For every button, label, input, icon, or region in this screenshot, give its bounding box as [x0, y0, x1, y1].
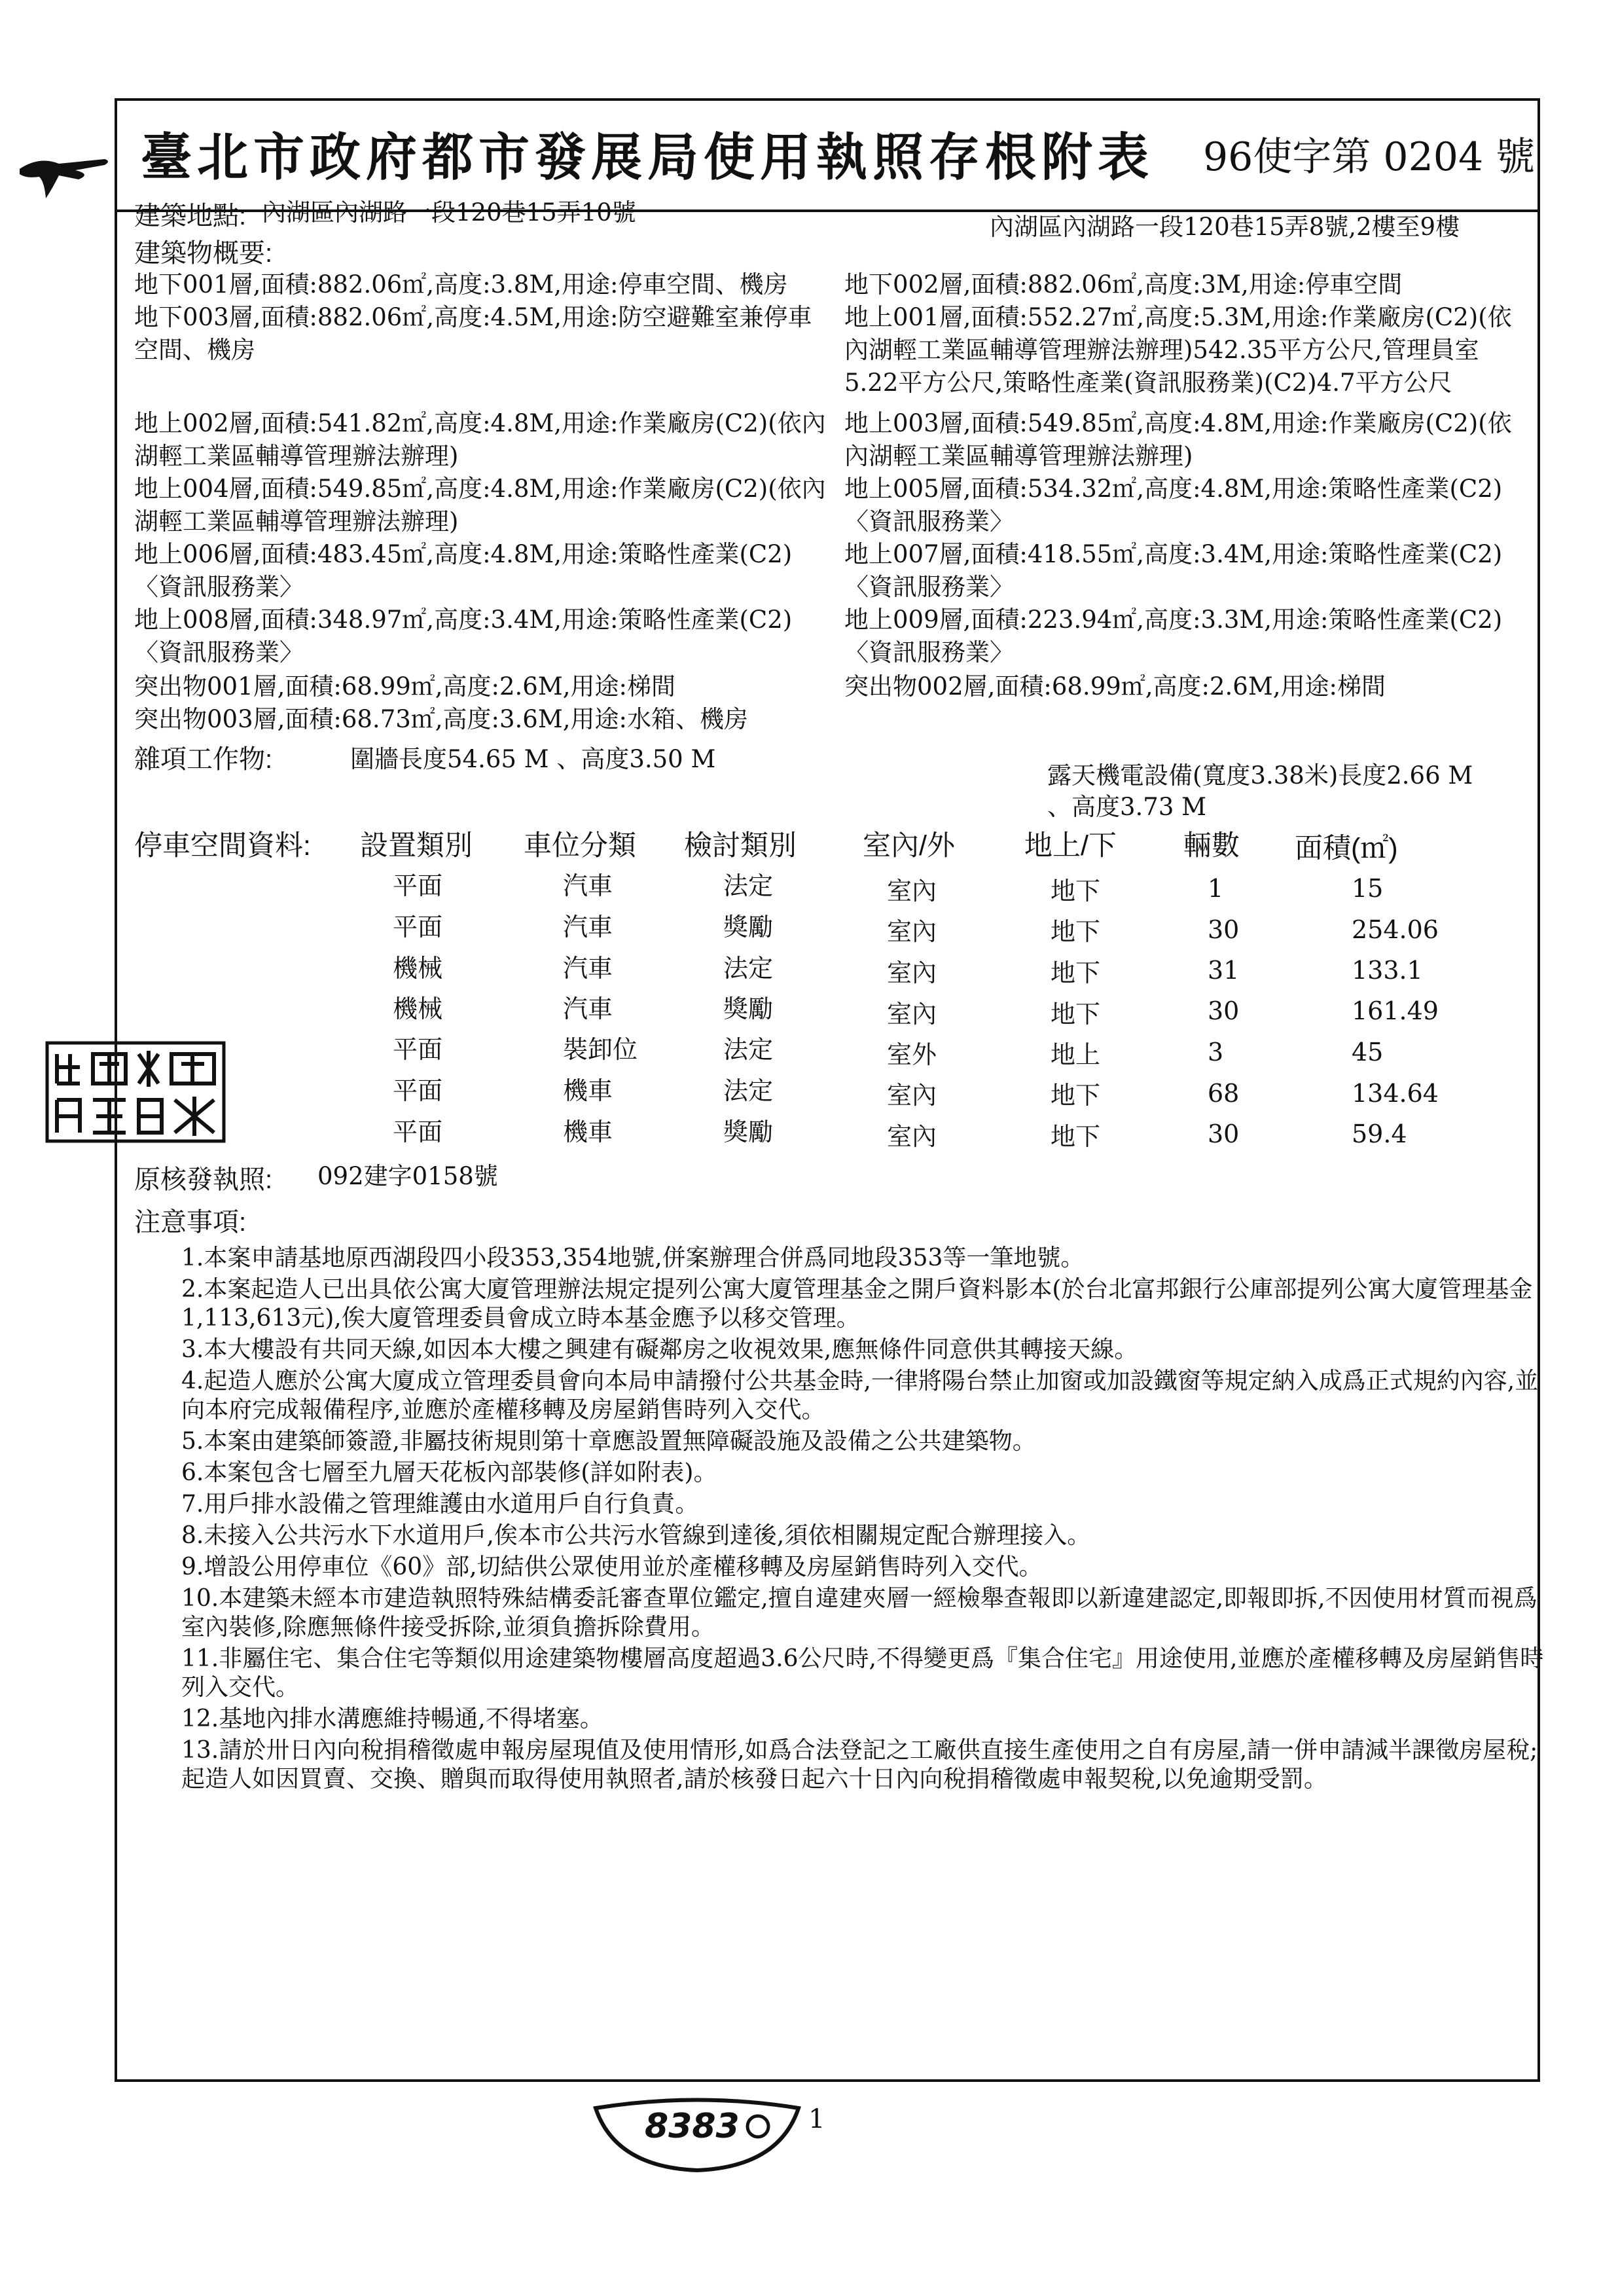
note-item-8: 8.未接入公共污水下水道用戶,俟本市公共污水管線到達後,須依相關規定配合辦理接入。 — [181, 1522, 1091, 1549]
address-main: 內湖區內湖路一段120巷15弄10號 — [262, 198, 636, 227]
floor-r2: 突出物002層,面積:68.99㎡,高度:2.6M,用途:梯間 — [844, 672, 1386, 701]
cell-level: 地下 — [1051, 917, 1101, 946]
footer-seal — [583, 2095, 812, 2174]
cell-indoor: 室內 — [887, 877, 937, 905]
note-item-4: 4.起造人應於公寓大廈成立管理委員會向本局申請撥付公共基金時,一律將陽台禁止加窗或加設鐵窗等規定納入成爲正式規約內容,並向本府完成報備程序,並應於產權移轉及房屋銷售時列入交代。 — [181, 1368, 1539, 1423]
cell-class: 機車 — [563, 1118, 613, 1146]
cell-indoor: 室外 — [887, 1040, 937, 1069]
cell-type: 平面 — [393, 913, 443, 941]
cell-count: 30 — [1208, 915, 1240, 944]
cell-class: 汽車 — [563, 954, 613, 983]
floor-4f: 地上004層,面積:549.85㎡,高度:4.8M,用途:作業廠房(C2)(依內湖輕工業區輔導管理辦法辦理) — [134, 475, 826, 536]
cell-level: 地下 — [1051, 1081, 1101, 1110]
note-item-6: 6.本案包含七層至九層天花板內部裝修(詳如附表)。 — [181, 1459, 717, 1486]
original-permit-label: 原核發執照: — [134, 1165, 273, 1194]
official-stamp-icon — [41, 1038, 230, 1146]
cell-area: 161.49 — [1352, 996, 1439, 1025]
address-label: 建築地點: — [134, 202, 247, 230]
cell-count: 31 — [1208, 956, 1240, 985]
cell-count: 30 — [1208, 996, 1240, 1025]
cell-indoor: 室內 — [887, 1000, 937, 1029]
note-item-11: 11.非屬住宅、集合住宅等類似用途建築物樓層高度超過3.6公尺時,不得變更爲『集合住宅』用途使用,並應於產權移轉及房屋銷售時列入交代。 — [181, 1645, 1544, 1701]
cell-indoor: 室內 — [887, 1081, 937, 1110]
misc-item-equipment-2: 、高度3.73 M — [1047, 793, 1207, 821]
cell-indoor: 室內 — [887, 917, 937, 946]
cell-area: 45 — [1352, 1038, 1384, 1066]
cell-level: 地上 — [1051, 1040, 1101, 1069]
cell-count: 1 — [1208, 874, 1224, 903]
cell-area: 134.64 — [1352, 1079, 1439, 1108]
cell-class: 裝卸位 — [563, 1035, 638, 1064]
cell-count: 68 — [1208, 1079, 1240, 1108]
floor-3f: 地上003層,面積:549.85㎡,高度:4.8M,用途:作業廠房(C2)(依內湖輕工業區輔導管理辦法辦理) — [844, 409, 1512, 470]
floor-r3: 突出物003層,面積:68.73㎡,高度:3.6M,用途:水箱、機房 — [134, 705, 748, 733]
cell-type: 平面 — [393, 1118, 443, 1146]
cell-type: 平面 — [393, 1035, 443, 1064]
bird-mark-icon — [13, 143, 118, 202]
cell-area: 15 — [1352, 874, 1384, 903]
parking-header-type: 設置類別 — [360, 830, 473, 862]
cell-area: 59.4 — [1352, 1120, 1407, 1148]
floor-8f: 地上008層,面積:348.97㎡,高度:3.4M,用途:策略性產業(C2)〈資訊服務業〉 — [134, 606, 793, 666]
floor-b3: 地下003層,面積:882.06㎡,高度:4.5M,用途:防空避難室兼停車空間、機房 — [134, 303, 812, 364]
cell-review: 獎勵 — [723, 1118, 774, 1146]
cell-level: 地下 — [1051, 1000, 1101, 1029]
cell-level: 地下 — [1051, 958, 1101, 987]
floor-5f: 地上005層,面積:534.32㎡,高度:4.8M,用途:策略性產業(C2)〈資訊服務業〉 — [844, 475, 1503, 536]
cell-review: 法定 — [723, 954, 774, 983]
parking-label: 停車空間資料: — [134, 830, 311, 862]
note-item-12: 12.基地內排水溝應維持暢通,不得堵塞。 — [181, 1705, 603, 1732]
floor-r1: 突出物001層,面積:68.99㎡,高度:2.6M,用途:梯間 — [134, 672, 675, 701]
parking-header-review: 檢討類別 — [684, 830, 797, 862]
cell-review: 法定 — [723, 1076, 774, 1105]
parking-header-indoor: 室內/外 — [863, 830, 955, 862]
parking-header-area: 面積(㎡) — [1295, 833, 1398, 864]
floor-b2: 地下002層,面積:882.06㎡,高度:3M,用途:停車空間 — [844, 270, 1403, 299]
notes-label: 注意事項: — [134, 1208, 247, 1237]
cell-type: 機械 — [393, 994, 443, 1023]
note-item-13: 13.請於卅日內向稅捐稽徵處申報房屋現值及使用情形,如爲合法登記之工廠供直接生產使用之自有房屋,請一併申請減半課徵房屋稅;起造人如因買賣、交換、贈與而取得使用執照者,請於核發日起六十日內向稅捐稽徵處申報契稅,以免逾期受罰。 — [181, 1737, 1538, 1793]
cell-area: 133.1 — [1352, 956, 1423, 985]
notes-list — [147, 1244, 1548, 1796]
cell-type: 平面 — [393, 871, 443, 900]
cell-review: 法定 — [723, 871, 774, 900]
floor-6f: 地上006層,面積:483.45㎡,高度:4.8M,用途:策略性產業(C2)〈資訊服務業〉 — [134, 540, 793, 601]
permit-number: 96使字第 0204 號 — [1203, 134, 1536, 180]
cell-review: 獎勵 — [723, 913, 774, 941]
floor-2f: 地上002層,面積:541.82㎡,高度:4.8M,用途:作業廠房(C2)(依內湖輕工業區輔導管理辦法辦理) — [134, 409, 826, 470]
note-item-1: 1.本案申請基地原西湖段四小段353,354地號,併案辦理合併爲同地段353等一筆地號。 — [181, 1245, 1085, 1271]
original-permit-value: 092建字0158號 — [317, 1162, 498, 1190]
overview-label: 建築物概要: — [134, 239, 273, 268]
floor-9f: 地上009層,面積:223.94㎡,高度:3.3M,用途:策略性產業(C2)〈資訊服務業〉 — [844, 606, 1503, 666]
misc-item-wall: 圍牆長度54.65 M 、高度3.50 M — [350, 745, 716, 773]
parking-header-count: 輛數 — [1183, 830, 1240, 862]
floor-1f: 地上001層,面積:552.27㎡,高度:5.3M,用途:作業廠房(C2)(依內湖輕工業區輔導管理辦法辦理)542.35平方公尺,管理員室5.22平方公尺,策略性產業(資訊服務業)(C2)4.7平方公尺 — [844, 303, 1512, 397]
misc-label: 雜項工作物: — [134, 745, 273, 774]
note-item-10: 10.本建築未經本市建造執照特殊結構委託審查單位鑑定,擅自違建夾層一經檢舉查報即以新違建認定,即報即拆,不因使用材質而視爲室內裝修,除應無條件接受拆除,並須負擔拆除費用。 — [181, 1585, 1537, 1641]
misc-item-equipment-1: 露天機電設備(寬度3.38米)長度2.66 M — [1047, 761, 1473, 790]
note-item-5: 5.本案由建築師簽證,非屬技術規則第十章應設置無障礙設施及設備之公共建築物。 — [181, 1428, 1036, 1455]
cell-indoor: 室內 — [887, 958, 937, 987]
cell-indoor: 室內 — [887, 1122, 937, 1151]
note-item-2: 2.本案起造人已出具依公寓大廈管理辦法規定提列公寓大廈管理基金之開戶資料影本(於台北富邦銀行公庫部提列公寓大廈管理基金1,113,613元),俟大廈管理委員會成立時本基金應予以移交管理。 — [181, 1276, 1533, 1332]
note-item-9: 9.增設公用停車位《60》部,切結供公眾使用並於產權移轉及房屋銷售時列入交代。 — [181, 1554, 1043, 1580]
cell-review: 獎勵 — [723, 994, 774, 1023]
document-title: 臺北市政府都市發展局使用執照存根附表 — [141, 128, 1155, 187]
cell-count: 30 — [1208, 1120, 1240, 1148]
parking-header-level: 地上/下 — [1024, 830, 1117, 862]
cell-class: 機車 — [563, 1076, 613, 1105]
cell-class: 汽車 — [563, 994, 613, 1023]
address-other: 內湖區內湖路一段120巷15弄8號,2樓至9樓 — [990, 213, 1460, 241]
floor-b1: 地下001層,面積:882.06㎡,高度:3.8M,用途:停車空間、機房 — [134, 270, 788, 299]
cell-class: 汽車 — [563, 871, 613, 900]
cell-level: 地下 — [1051, 1122, 1101, 1151]
cell-class: 汽車 — [563, 913, 613, 941]
cell-level: 地下 — [1051, 877, 1101, 905]
cell-type: 機械 — [393, 954, 443, 983]
cell-area: 254.06 — [1352, 915, 1439, 944]
note-item-7: 7.用戶排水設備之管理維護由水道用戶自行負責。 — [181, 1491, 699, 1518]
page-number: 1 — [808, 2104, 825, 2134]
cell-type: 平面 — [393, 1076, 443, 1105]
cell-review: 法定 — [723, 1035, 774, 1064]
cell-count: 3 — [1208, 1038, 1224, 1066]
note-item-3: 3.本大樓設有共同天線,如因本大樓之興建有礙鄰房之收視效果,應無條件同意供其轉接天線。 — [181, 1336, 1138, 1363]
seal-number: 8383 — [645, 2107, 740, 2146]
floor-7f: 地上007層,面積:418.55㎡,高度:3.4M,用途:策略性產業(C2)〈資訊服務業〉 — [844, 540, 1503, 601]
parking-header-class: 車位分類 — [524, 830, 636, 862]
